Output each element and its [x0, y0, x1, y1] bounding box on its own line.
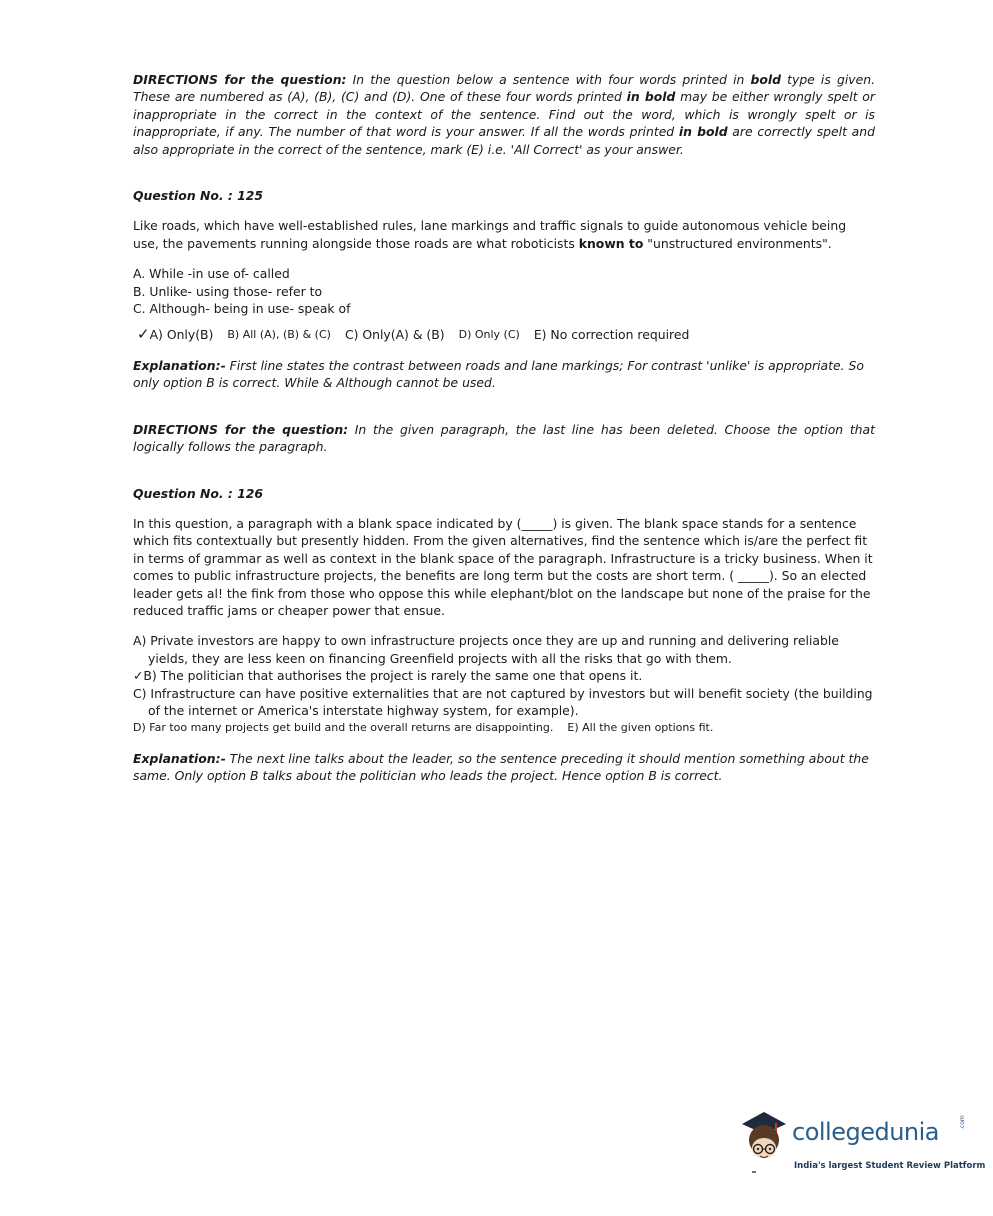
brand-tagline: India's largest Student Review Platform — [794, 1161, 986, 1171]
directions-label: DIRECTIONS for the question: — [133, 421, 349, 437]
check-mark-icon: ✓ — [137, 325, 150, 344]
brand-name: collegedunia — [792, 1118, 940, 1146]
option-e: E) All the given options fit. — [567, 721, 714, 735]
question-126-heading: Question No. : 126 — [133, 485, 263, 501]
answer-c: C) Only(A) & (B) — [344, 327, 445, 343]
option-b: ✓B) The politician that authorises the project is rarely the same one that opens it. — [133, 668, 643, 684]
option-line-b: B. Unlike- using those- refer to — [133, 283, 323, 299]
answer-b: B) All (A), (B) & (C) — [227, 328, 331, 342]
question-125-heading: Question No. : 125 — [133, 188, 263, 204]
answer-e: E) No correction required — [533, 327, 690, 343]
collegedunia-logo — [734, 1108, 986, 1178]
question-126-options — [133, 632, 875, 736]
option-c: C) Infrastructure can have positive externalities that are not captured by investors but will benefit society (the building of the internet or America's interstate highway system, for example). — [133, 685, 873, 718]
brand-domain: .com — [959, 1115, 966, 1130]
answer-d: D) Only (C) — [458, 328, 520, 342]
directions-label: DIRECTIONS for the question: — [133, 72, 347, 87]
question-125-answers — [133, 326, 875, 343]
directions-1: DIRECTIONS for the question: In the question below a sentence with four words printed in bold type is given. These are numbered as (A), (B), (C) and (D). One of these four words printed in bold may be either wrongly spelt or inappropriate in the correct in the context of the sentence. Find out the word, which is wrongly spelt or is inappropriate, if any. The number of that word is your answer. If all the words printed in bold are correctly spelt and also appropriate in the correct of the sentence, mark (E) i.e. 'All Correct' as your answer. — [133, 72, 876, 157]
question-125-options — [133, 265, 875, 317]
question-126-paragraph: In this question, a paragraph with a blank space indicated by (_____) is given. The blank space stands for a sentence which fits contextually but presently hidden. From the given alternatives, find the sentence which is/are the perfect fit in terms of grammar as well as context in the blank space of the paragraph. Infrastructure is a tricky business. When it comes to public infrastructure projects, the benefits are long term but the costs are short term. ( _____). So an elected leader gets al! the fink from those who oppose this while elephant/blot on the landscape but none of the praise for the reduced traffic jams or cheaper power that ensue. — [133, 515, 873, 618]
answer-a: A) Only(B) — [149, 327, 214, 343]
option-d: D) Far too many projects get build and the overall returns are disappointing. — [133, 721, 554, 735]
document-page — [133, 71, 875, 785]
mascot-icon — [734, 1108, 794, 1178]
option-a: A) Private investors are happy to own infrastructure projects once they are up and running and delivering reliable yields, they are less keen on financing Greenfield projects with all the risks that go with them. — [133, 633, 839, 666]
option-row-de — [133, 719, 875, 736]
check-mark-icon: ✓ — [133, 668, 144, 684]
option-line-c: C. Although- being in use- speak of — [133, 301, 351, 317]
question-125-explanation: Explanation:- First line states the contrast between roads and lane markings; For contrast 'unlike' is appropriate. So only option B is correct. While & Although cannot be used. — [133, 357, 864, 391]
question-125-text: Like roads, which have well-established rules, lane markings and traffic signals to guide autonomous vehicle being use, the pavements running alongside those roads are what roboticists known to "unstructured environments". — [133, 218, 847, 251]
question-126-explanation: Explanation:- The next line talks about the leader, so the sentence preceding it should mention something about the same. Only option B talks about the politician who leads the project. Hence option B is correct. — [133, 750, 869, 784]
option-line-a: A. While -in use of- called — [133, 266, 290, 282]
directions-2: DIRECTIONS for the question: In the given paragraph, the last line has been deleted. Choose the option that logically follows the paragraph. — [133, 421, 875, 455]
